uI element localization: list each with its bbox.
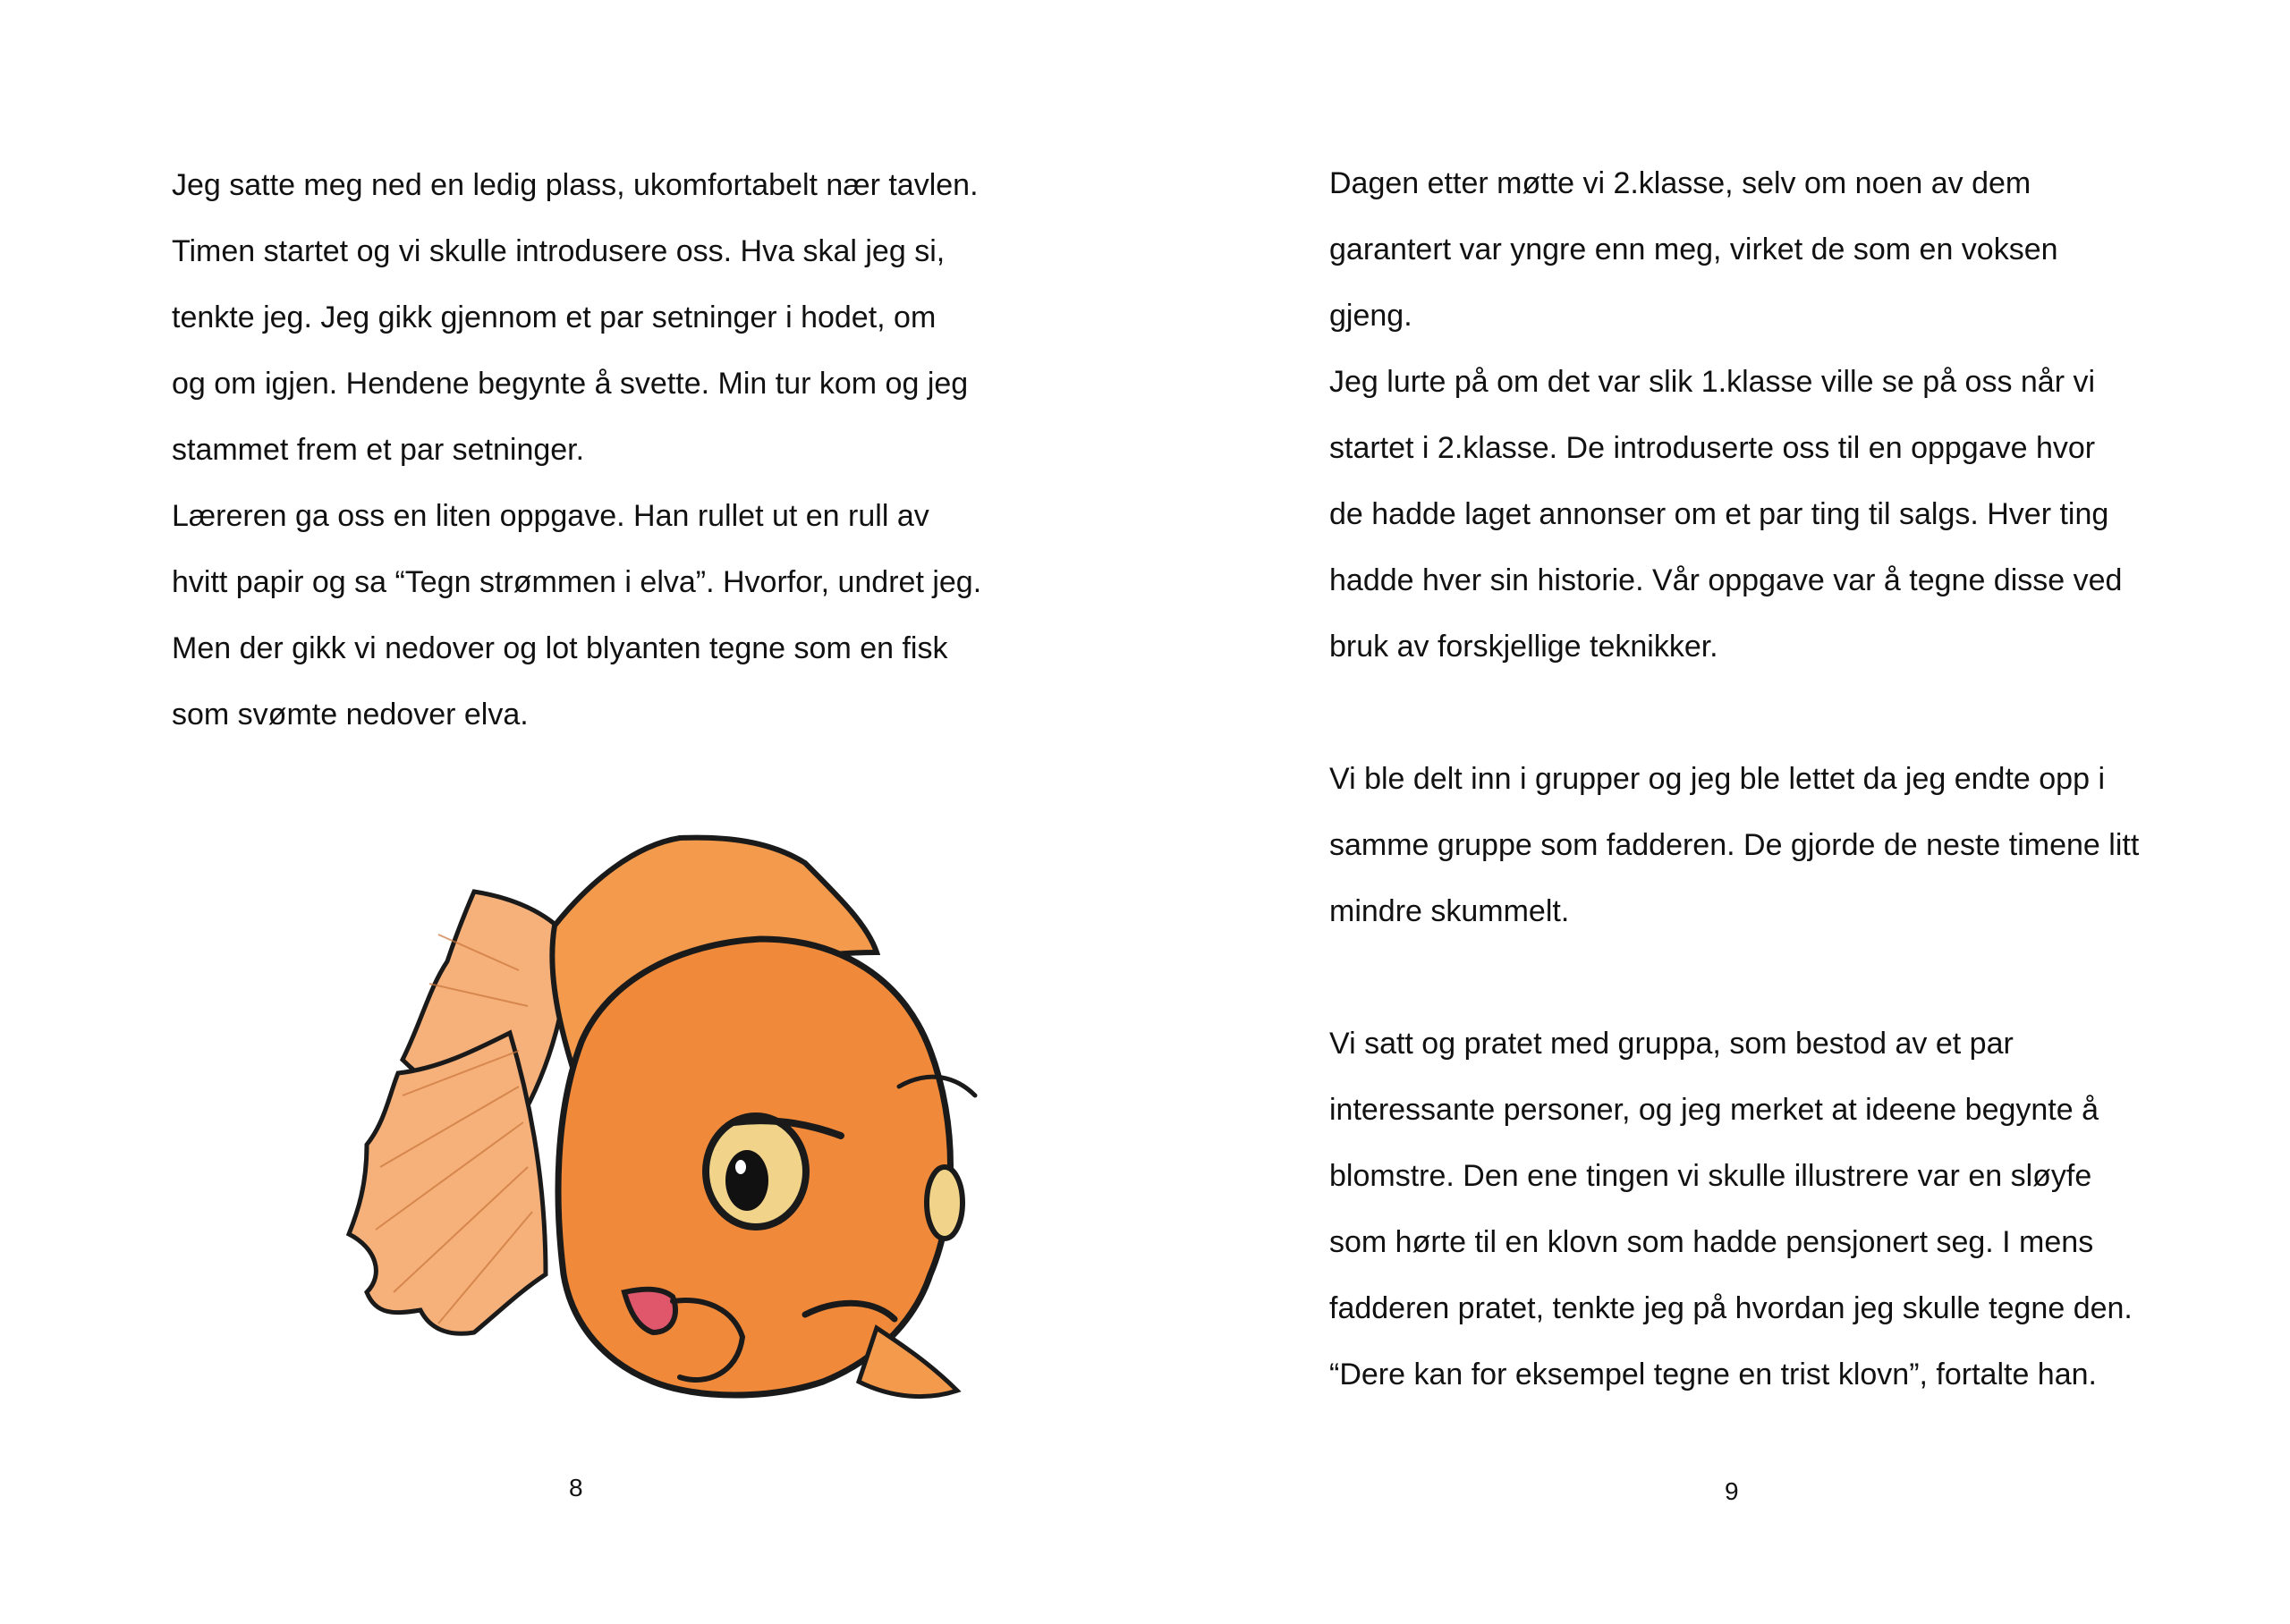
eye-highlight bbox=[735, 1160, 746, 1174]
paragraph bbox=[1329, 150, 2139, 349]
text-line: gjeng. bbox=[1329, 299, 1412, 333]
paragraph bbox=[1329, 746, 2139, 944]
text-line: tenkte jeg. Jeg gikk gjennom et par setninger i hodet, om bbox=[172, 300, 937, 334]
text-line: Timen startet og vi skulle introdusere oss. Hva skal jeg si, bbox=[172, 234, 946, 268]
paragraph-gap bbox=[1329, 680, 2139, 746]
paragraph bbox=[1329, 349, 2139, 680]
left-page-text bbox=[172, 152, 981, 748]
text-line: Jeg satte meg ned en ledig plass, ukomfortabelt nær tavlen. bbox=[172, 168, 979, 202]
text-line: blomstre. Den ene tingen vi skulle illustrere var en sløyfe bbox=[1329, 1159, 2092, 1193]
text-line: de hadde laget annonser om et par ting til salgs. Hver ting bbox=[1329, 497, 2109, 531]
pectoral-fin bbox=[859, 1328, 957, 1397]
right-page-text bbox=[1329, 150, 2139, 1408]
text-line: Vi satt og pratet med gruppa, som bestod av et par bbox=[1329, 1027, 2014, 1061]
text-line: mindre skummelt. bbox=[1329, 894, 1570, 928]
goldfish-illustration bbox=[340, 827, 984, 1444]
fish-pupil bbox=[725, 1150, 768, 1211]
text-line: Læreren ga oss en liten oppgave. Han rullet ut en rull av bbox=[172, 499, 929, 533]
page-number: 9 bbox=[1725, 1477, 1739, 1505]
text-line: og om igjen. Hendene begynte å svette. Min tur kom og jeg bbox=[172, 367, 969, 401]
paragraph bbox=[172, 483, 981, 748]
text-line: interessante personer, og jeg merket at ideene begynte å bbox=[1329, 1093, 2099, 1127]
text-line: som hørte til en klovn som hadde pensjonert seg. I mens bbox=[1329, 1225, 2094, 1259]
text-line: samme gruppe som fadderen. De gjorde de neste timene litt bbox=[1329, 828, 2140, 862]
text-line: som svømte nedover elva. bbox=[172, 698, 529, 732]
text-line: garantert var yngre enn meg, virket de som en voksen bbox=[1329, 233, 2058, 266]
right-page bbox=[1145, 0, 2290, 1624]
text-line: hvitt papir og sa “Tegn strømmen i elva”. Hvorfor, undret jeg. bbox=[172, 565, 982, 599]
text-line: Vi ble delt inn i grupper og jeg ble lettet da jeg endte opp i bbox=[1329, 762, 2105, 796]
side-eye bbox=[927, 1167, 963, 1239]
text-line: “Dere kan for eksempel tegne en trist klovn”, fortalte han. bbox=[1329, 1358, 2097, 1391]
text-line: stammet frem et par setninger. bbox=[172, 433, 585, 467]
paragraph bbox=[1329, 1011, 2139, 1408]
text-line: hadde hver sin historie. Vår oppgave var å tegne disse ved bbox=[1329, 563, 2123, 597]
text-line: Jeg lurte på om det var slik 1.klasse ville se på oss når vi bbox=[1329, 365, 2096, 399]
text-line: fadderen pratet, tenkte jeg på hvordan jeg skulle tegne den. bbox=[1329, 1291, 2133, 1325]
text-line: Dagen etter møtte vi 2.klasse, selv om noen av dem bbox=[1329, 166, 2031, 200]
page-number: 8 bbox=[569, 1474, 583, 1501]
text-line: bruk av forskjellige teknikker. bbox=[1329, 630, 1718, 664]
paragraph-gap bbox=[1329, 944, 2139, 1011]
text-line: Men der gikk vi nedover og lot blyanten tegne som en fisk bbox=[172, 631, 948, 665]
paragraph bbox=[172, 152, 981, 483]
text-line: startet i 2.klasse. De introduserte oss til en oppgave hvor bbox=[1329, 431, 2096, 465]
